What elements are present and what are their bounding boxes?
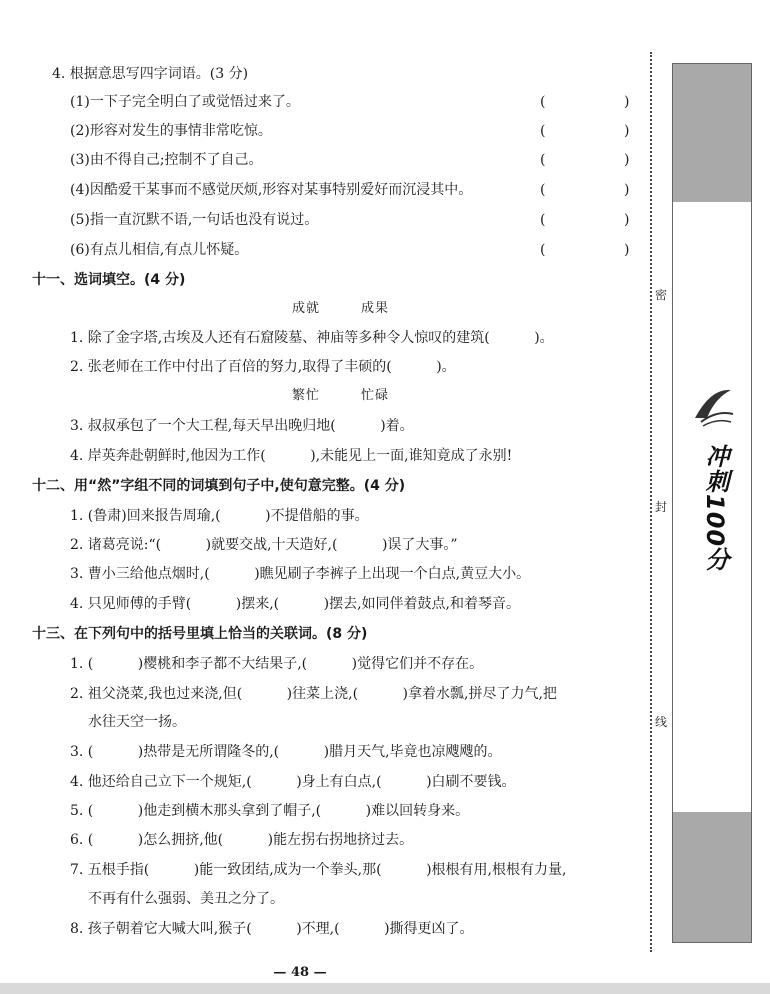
s13-line-2: 2. 祖父浇菜,我也过来浇,但( )往菜上浇,( )拿着水瓢,拼尽了力气,把: [70, 686, 557, 702]
binding-char-feng: 封: [655, 500, 668, 514]
binding-char-xian: 线: [655, 715, 668, 729]
binding-char-mi: 密: [655, 288, 668, 302]
s13-line-7-cont: 不再有什么强弱、美丑之分了。: [88, 891, 284, 907]
q4-item-6: (6)有点儿相信,有点儿怀疑。: [70, 242, 249, 258]
s13-line-2-cont: 水往天空一扬。: [88, 714, 186, 730]
answer-paren-open: (: [540, 242, 546, 258]
s13-line-3: 3. ( )热带是无所谓隆冬的,( )腊月天气,毕竟也凉飕飕的。: [70, 744, 502, 760]
page-number: — 48 —: [273, 965, 327, 980]
q4-item-3: (3)由不得自己;控制不了自己。: [70, 152, 263, 168]
answer-paren-close: ): [624, 182, 630, 198]
side-bar-top-block: [673, 64, 751, 202]
q4-item-1: (1)一下子完全明白了或觉悟过来了。: [70, 94, 300, 110]
s13-line-7: 7. 五根手指( )能一致团结,成为一个拳头,那( )根根有用,根根有力量,: [70, 862, 567, 878]
word-options: 繁忙 忙碌: [292, 388, 390, 403]
q4-item-2: (2)形容对发生的事情非常吃惊。: [70, 123, 272, 139]
s11-item-4: 4. 岸英奔赴朝鲜时,他因为工作( ),未能见上一面,谁知竟成了永别!: [70, 448, 513, 464]
s12-item-2: 2. 诸葛亮说:“( )就要交战,十天造好,( )误了大事。”: [70, 537, 458, 553]
s12-item-3: 3. 曹小三给他点烟时,( )瞧见刷子李裤子上出现一个白点,黄豆大小。: [70, 566, 531, 582]
word-options: 成就 成果: [292, 301, 390, 316]
answer-paren-close: ): [624, 242, 630, 258]
answer-paren-close: ): [624, 123, 630, 139]
side-brand-bar: [672, 63, 752, 943]
answer-paren-close: ): [624, 94, 630, 110]
answer-paren-close: ): [624, 152, 630, 168]
s13-line-5: 5. ( )他走到横木那头拿到了帽子,( )难以回转身来。: [70, 803, 470, 819]
brand-name: 冲刺100分: [701, 444, 729, 573]
section-12-title: 十二、用“然”字组不同的词填到句子中,使句意完整。(4 分): [32, 478, 406, 494]
s11-item-1: 1. 除了金字塔,古埃及人还有石窟陵墓、神庙等多种令人惊叹的建筑( )。: [70, 330, 554, 346]
q4-item-4: (4)因酷爱干某事而不感觉厌烦,形容对某事特别爱好而沉浸其中。: [70, 182, 473, 198]
question-4-title: 4. 根据意思写四字词语。(3 分): [52, 66, 249, 82]
answer-paren-open: (: [540, 152, 546, 168]
s13-line-4: 4. 他还给自己立下一个规矩,( )身上有白点,( )白刷不要钱。: [70, 774, 516, 790]
s12-item-1: 1. (鲁肃)回来报告周瑜,( )不提借船的事。: [70, 508, 369, 524]
answer-paren-open: (: [540, 182, 546, 198]
side-bar-bottom-block: [673, 812, 751, 942]
section-13-title: 十三、在下列句中的括号里填上恰当的关联词。(8 分): [32, 626, 368, 642]
s12-item-4: 4. 只见师傅的手臂( )摆来,( )摆去,如同伴着鼓点,和着琴音。: [70, 596, 521, 612]
s13-line-8: 8. 孩子朝着它大喊大叫,猴子( )不理,( )撕得更凶了。: [70, 921, 474, 937]
brand-logo-icon: [691, 384, 735, 434]
s11-item-2: 2. 张老师在工作中付出了百倍的努力,取得了丰硕的( )。: [70, 359, 456, 375]
section-11-title: 十一、选词填空。(4 分): [32, 272, 186, 288]
answer-paren-open: (: [540, 94, 546, 110]
binding-dotted-line: [650, 52, 652, 952]
answer-paren-close: ): [624, 212, 630, 228]
answer-paren-open: (: [540, 212, 546, 228]
footer-strip: [0, 983, 770, 994]
s13-line-6: 6. ( )怎么拥挤,他( )能左拐右拐地挤过去。: [70, 832, 414, 848]
q4-item-5: (5)指一直沉默不语,一句话也没有说过。: [70, 212, 319, 228]
answer-paren-open: (: [540, 123, 546, 139]
s13-line-1: 1. ( )樱桃和李子都不大结果子,( )觉得它们并不存在。: [70, 656, 484, 672]
s11-item-3: 3. 叔叔承包了一个大工程,每天早出晚归地( )着。: [70, 418, 414, 434]
brand-block: [673, 384, 751, 684]
